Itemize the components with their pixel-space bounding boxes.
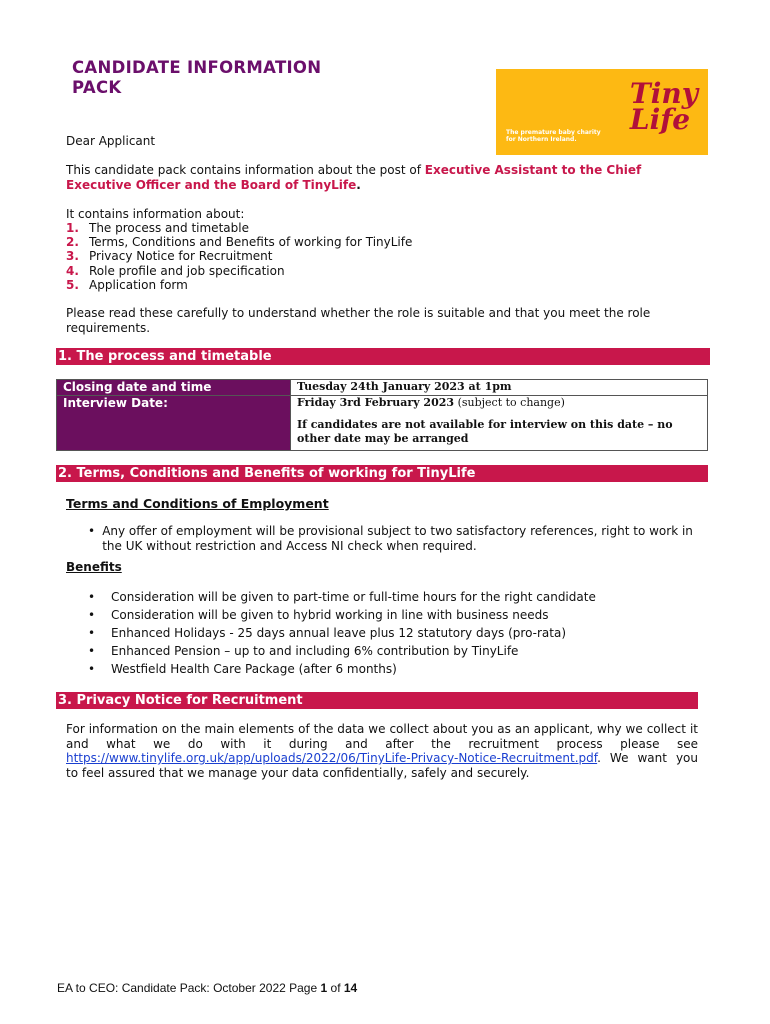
footer-of: of [327,981,344,995]
list-number: 1. [66,221,79,235]
list-item [88,606,596,624]
intro-lead-end: . [356,177,361,192]
list-text: Consideration will be given to part-time or full-time hours for the right candidate [111,590,596,604]
post-title: Executive Assistant to the Chief Executive Officer and the Board of TinyLife [66,163,642,192]
list-text: Consideration will be given to hybrid working in line with business needs [111,608,549,622]
interview-date-note: (subject to change) [457,396,565,409]
list-text: Privacy Notice for Recruitment [89,249,273,264]
list-text: Enhanced Holidays - 25 days annual leave plus 12 statutory days (pro-rata) [111,626,566,640]
availability-note: If candidates are not available for interview on this date – no other date may be arranged [297,417,673,445]
list-item [88,642,596,660]
table-row [57,396,708,451]
interview-date-cell [291,396,708,451]
list-item [66,235,412,249]
tinylife-logo [496,69,708,155]
list-text: Westfield Health Care Package (after 6 months) [111,662,397,676]
footer-page-number: 1 [320,981,328,995]
list-item [66,249,412,263]
logo-tagline-line1: The premature baby charity [506,129,601,136]
list-number: 2. [66,235,79,250]
logo-wordmark [629,77,698,136]
logo-word-line1: Tiny [629,77,698,110]
contents-list [66,221,412,292]
section-heading-terms: 2. Terms, Conditions and Benefits of working for TinyLife [56,465,708,482]
bullet-icon: • [88,644,96,658]
section-heading-privacy: 3. Privacy Notice for Recruitment [56,692,698,709]
logo-tagline [506,129,601,143]
logo-word-line2: Life [629,103,691,136]
list-item [66,278,412,292]
interview-date-value: Friday 3rd February 2023 [297,396,455,409]
list-text: Application form [89,277,188,292]
privacy-notice-link[interactable]: https://www.tinylife.org.uk/app/uploads/2022/06/TinyLife-Privacy-Notice-Recruitment.pdf [66,751,598,765]
terms-subheading: Terms and Conditions of Employment [66,496,329,511]
logo-tagline-line2: for Northern Ireland. [506,136,577,143]
bullet-icon: • [88,590,96,604]
privacy-text-end: . We want you to feel assured that we manage your data confidentially, safely and securely. [66,751,698,780]
page-footer [57,981,357,995]
interview-date-label: Interview Date: [57,396,291,451]
list-text: The process and timetable [89,221,249,235]
list-item [88,524,700,553]
privacy-paragraph [66,722,698,780]
list-item [66,221,412,235]
intro-paragraph [66,163,706,192]
list-number: 4. [66,263,79,278]
footer-text: EA to CEO: Candidate Pack: October 2022 Page [57,981,321,995]
benefits-list [88,588,596,678]
list-text: Terms, Conditions and Benefits of working for TinyLife [89,235,413,250]
page-title-line2: PACK [72,78,122,97]
table-row [57,380,708,396]
list-item [88,624,596,642]
section-heading-process: 1. The process and timetable [56,348,710,365]
list-text: Role profile and job specification [89,263,285,278]
greeting: Dear Applicant [66,134,156,148]
read-carefully-text: Please read these carefully to understand whether the role is suitable and that you meet the role requirements. [66,306,651,335]
privacy-text: For information on the main elements of the data we collect about you as an applicant, why we collect it and what we do with it during and after the recruitment process please see [66,722,698,751]
closing-date-value: Tuesday 24th January 2023 at 1pm [291,380,708,396]
list-item [88,660,596,678]
bullet-icon: • [88,662,96,676]
benefits-subheading: Benefits [66,560,122,574]
list-number: 5. [66,277,79,292]
page-title [72,58,321,98]
footer-page-total: 14 [343,981,358,995]
list-number: 3. [66,249,79,264]
contents-intro: It contains information about: [66,207,245,221]
page-title-line1: CANDIDATE INFORMATION [72,58,322,77]
bullet-icon: • [88,524,96,538]
bullet-icon: • [88,626,96,640]
intro-lead: This candidate pack contains information about the post of [66,163,425,177]
list-text: Enhanced Pension – up to and including 6% contribution by TinyLife [111,644,519,658]
list-item [66,264,412,278]
list-item [88,588,596,606]
bullet-icon: • [88,608,96,622]
closing-date-label: Closing date and time [57,380,291,396]
timetable [56,379,708,451]
list-text: Any offer of employment will be provisional subject to two satisfactory references, right to work in the UK without restriction and Access NI check when required. [102,524,693,553]
